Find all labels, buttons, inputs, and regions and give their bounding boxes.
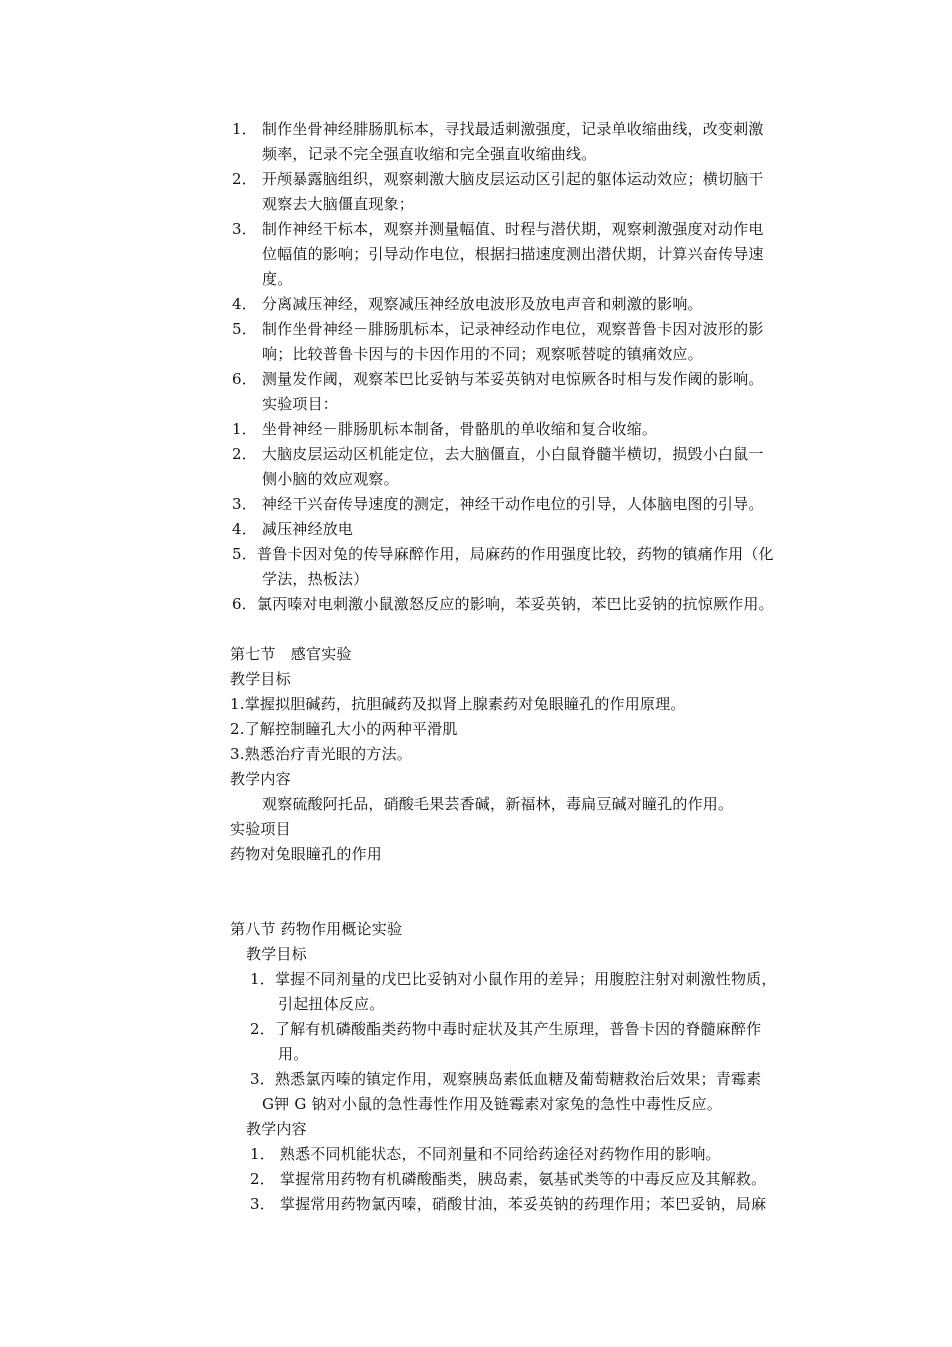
text-line: 2．了解有机磷酸酯类药物中毒时症状及其产生原理，普鲁卡因的脊髓麻醉作 [250, 1020, 762, 1038]
text-line: 响；比较普鲁卡因与的卡因作用的不同；观察哌替啶的镇痛效应。 [262, 345, 703, 363]
text-line: 1．掌握不同剂量的戊巴比妥钠对小鼠作用的差异；用腹腔注射对刺激性物质， [250, 970, 777, 988]
text-line: 6．氯丙嗪对电刺激小鼠激怒反应的影响，苯妥英钠，苯巴比妥钠的抗惊厥作用。 [232, 595, 774, 613]
text-line: 实验项目： [262, 395, 339, 413]
text-line: 1． 坐骨神经－腓肠肌标本制备，骨骼肌的单收缩和复合收缩。 [232, 420, 658, 438]
text-line: 侧小脑的效应观察。 [262, 470, 399, 488]
text-line: 4． 减压神经放电 [232, 520, 354, 538]
text-line: 3． 掌握常用药物氯丙嗪，硝酸甘油，苯妥英钠的药理作用；苯巴妥钠，局麻 [250, 1195, 767, 1213]
text-line: 度。 [262, 270, 293, 288]
text-line: 3．熟悉氯丙嗪的镇定作用，观察胰岛素低血糖及葡萄糖救治后效果；青霉素 [250, 1070, 762, 1088]
text-line: G钾 G 钠对小鼠的急性毒性作用及链霉素对家兔的急性中毒性反应。 [262, 1095, 722, 1113]
section-heading: 第八节 药物作用概论实验 [230, 920, 403, 938]
text-line: 5． 制作坐骨神经－腓肠肌标本，记录神经动作电位，观察普鲁卡因对波形的影 [232, 320, 764, 338]
text-line: 2.了解控制瞳孔大小的两种平滑肌 [230, 720, 458, 738]
text-line: 频率，记录不完全强直收缩和完全强直收缩曲线。 [262, 145, 597, 163]
subheading: 教学内容 [246, 1120, 307, 1138]
text-line: 2． 开颅暴露脑组织，观察刺激大脑皮层运动区引起的躯体运动效应；横切脑干 [232, 170, 764, 188]
subheading: 教学内容 [230, 770, 291, 788]
text-line: 引起扭体反应。 [278, 995, 385, 1013]
text-line: 6． 测量发作阈，观察苯巴比妥钠与苯妥英钠对电惊厥各时相与发作阈的影响。 [232, 370, 764, 388]
text-line: 1． 制作坐骨神经腓肠肌标本，寻找最适刺激强度，记录单收缩曲线，改变刺激 [232, 120, 764, 138]
text-line: 观察去大脑僵直现象； [262, 195, 415, 213]
text-line: 3.熟悉治疗青光眼的方法。 [230, 745, 412, 763]
subheading: 教学目标 [246, 945, 307, 963]
subheading: 实验项目 [230, 820, 291, 838]
text-line: 用。 [278, 1045, 309, 1063]
text-line: 3． 神经干兴奋传导速度的测定，神经干动作电位的引导，人体脑电图的引导。 [232, 495, 764, 513]
section-heading: 第七节 感官实验 [230, 645, 352, 663]
subheading: 教学目标 [230, 670, 291, 688]
text-line: 1． 熟悉不同机能状态，不同剂量和不同给药途径对药物作用的影响。 [250, 1145, 721, 1163]
text-line: 位幅值的影响；引导动作电位，根据扫描速度测出潜伏期，计算兴奋传导速 [262, 245, 764, 263]
text-line: 3． 制作神经干标本，观察并测量幅值、时程与潜伏期，观察刺激强度对动作电 [232, 220, 764, 238]
text-line: 观察硫酸阿托品，硝酸毛果芸香碱，新福林，毒扁豆碱对瞳孔的作用。 [262, 795, 734, 813]
text-line: 2． 大脑皮层运动区机能定位，去大脑僵直，小白鼠脊髓半横切，损毁小白鼠一 [232, 445, 764, 463]
text-line: 4． 分离减压神经，观察减压神经放电波形及放电声音和刺激的影响。 [232, 295, 703, 313]
text-line: 5．普鲁卡因对兔的传导麻醉作用，局麻药的作用强度比较，药物的镇痛作用（化 [232, 545, 774, 563]
text-line: 1.掌握拟胆碱药，抗胆碱药及拟肾上腺素药对兔眼瞳孔的作用原理。 [230, 695, 686, 713]
text-line: 药物对兔眼瞳孔的作用 [230, 845, 383, 863]
text-line: 学法，热板法） [262, 570, 369, 588]
text-line: 2． 掌握常用药物有机磷酸酯类，胰岛素，氨基甙类等的中毒反应及其解救。 [250, 1170, 767, 1188]
